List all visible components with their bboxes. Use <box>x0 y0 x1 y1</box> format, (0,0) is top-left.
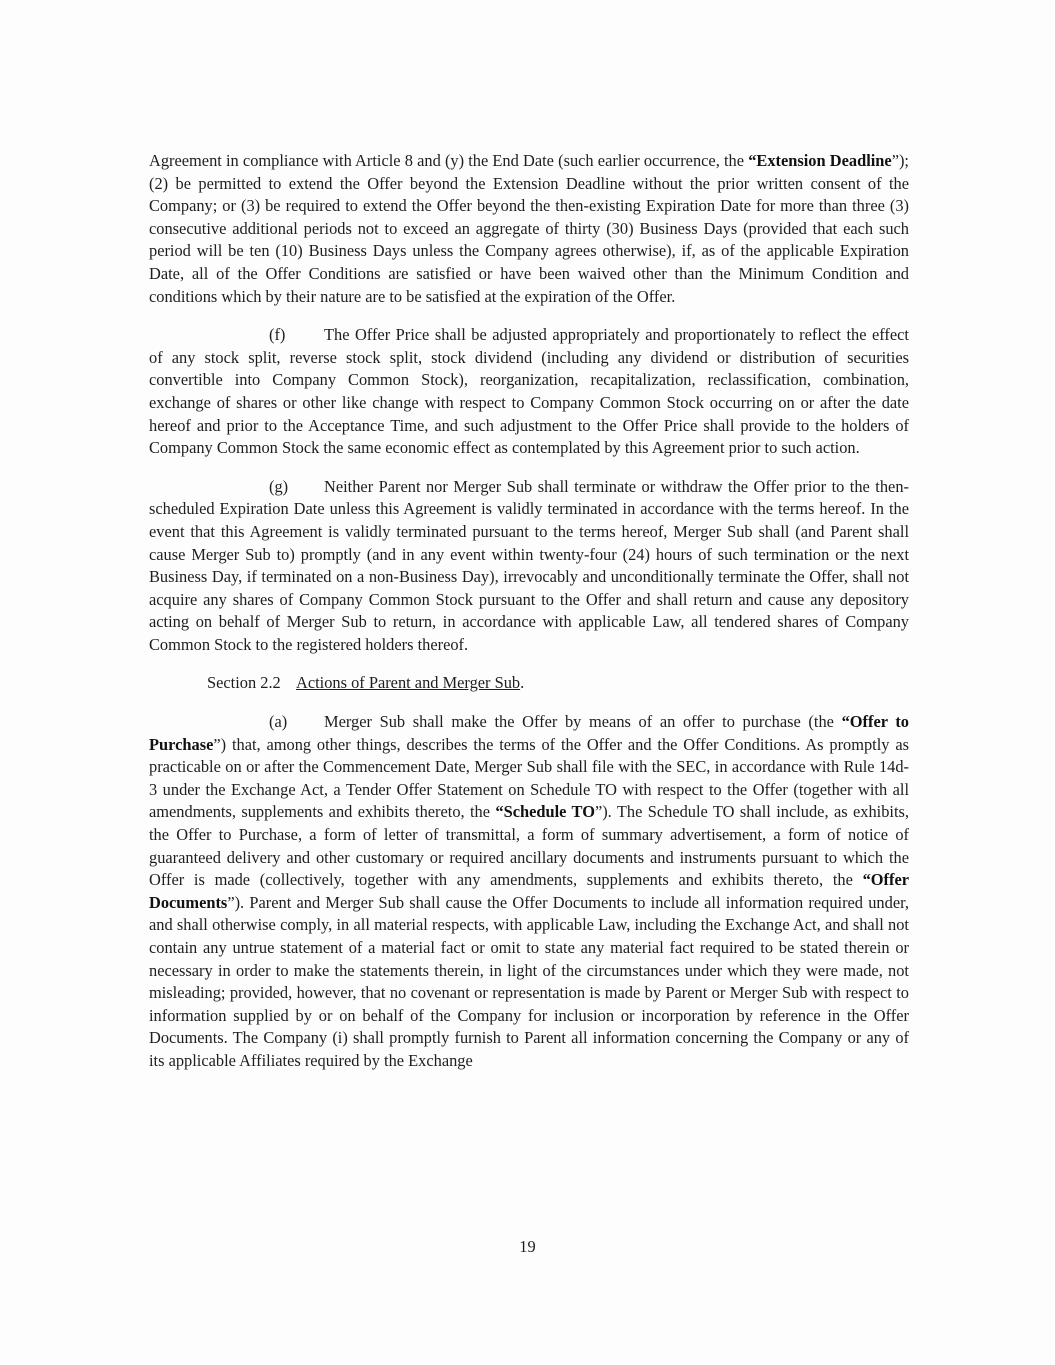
paragraph-marker: (a) <box>269 712 288 732</box>
paragraph-f <box>149 324 909 460</box>
page-number: 19 <box>519 1237 536 1256</box>
paragraph-e-continuation <box>149 150 909 308</box>
defined-term-offer-to-purchase: “Offer to Purchase <box>149 712 909 754</box>
paragraph-text: The Offer Price shall be adjusted appropriately and proportionately to reflect the effect of any stock split, reverse stock split, stock dividend (including any dividend or distribution of securities convertible into Company Common Stock), reorganization, recapitalization, reclassification, combination, exchange of shares or other like change with respect to Company Common Stock occurring on or after the date hereof and prior to the Acceptance Time, and such adjustment to the Offer Price shall provide to the holders of Company Common Stock the same economic effect as contemplated by this Agreement prior to such action. <box>149 325 909 458</box>
paragraph-g <box>149 476 909 657</box>
text-run: Merger Sub shall make the Offer by means of an offer to purchase (the <box>324 712 842 732</box>
text-run: ”). The Schedule TO shall include, as exhibits, the Offer to Purchase, a form of letter of transmittal, a form of summary advertisement, a form of notice of guaranteed delivery and other customary or required ancillary documents and instruments pursuant to which the Offer is made (collectively, together with any amendments, supplements and exhibits thereto, the <box>149 802 909 890</box>
section-title: Actions of Parent and Merger Sub <box>296 673 521 693</box>
defined-term-schedule-to: “Schedule TO <box>495 802 595 822</box>
document-body <box>149 150 909 1089</box>
paragraph-text: Neither Parent nor Merger Sub shall terminate or withdraw the Offer prior to the then-scheduled Expiration Date unless this Agreement is validly terminated in accordance with the terms hereof. In the event that this Agreement is validly terminated pursuant to the terms hereof, Merger Sub shall (and Parent shall cause Merger Sub to) promptly (and in any event within twenty-four (24) hours of such termination or the next Business Day, if terminated on a non-Business Day), irrevocably and unconditionally terminate the Offer, shall not acquire any shares of Company Common Stock pursuant to the Offer and shall return and cause any depository acting on behalf of Merger Sub to return, in accordance with applicable Law, all tendered shares of Company Common Stock to the registered holders thereof. <box>149 476 909 654</box>
defined-term-extension-deadline: “Extension Deadline <box>748 151 892 170</box>
text-run: ”); (2) be permitted to extend the Offer beyond the Extension Deadline without the prior written consent of the Company; or (3) be required to extend the Offer beyond the then-existing Expiration Date for more than three (3) consecutive additional periods not to exceed an aggregate of thirty (30) Business Days (provided that each such period will be ten (10) Business Days unless the Company agrees otherwise), if, as of the applicable Expiration Date, all of the Offer Conditions are satisfied or have been waived other than the Minimum Condition and conditions which by their nature are to be satisfied at the expiration of the Offer. <box>149 151 909 306</box>
text-run: Agreement in compliance with Article 8 and (y) the End Date (such earlier occurrence, the <box>149 151 749 170</box>
section-title-period: . <box>520 673 525 693</box>
paragraph-marker: (g) <box>269 476 289 496</box>
defined-term-offer-documents: “Offer Documents <box>149 870 909 912</box>
paragraph-a <box>149 711 909 1073</box>
paragraph-marker: (f) <box>269 325 286 345</box>
text-run: ”) that, among other things, describes the terms of the Offer and the Offer Conditions. As promptly as practicable on or after the Commencement Date, Merger Sub shall file with the SEC, in accordance with Rule 14d-3 under the Exchange Act, a Tender Offer Statement on Schedule TO with respect to the Offer (together with all amendments, supplements and exhibits thereto, the <box>149 734 909 822</box>
text-run: ”). Parent and Merger Sub shall cause the Offer Documents to include all information required under, and shall otherwise comply, in all material respects, with applicable Law, including the Exchange Act, and shall not contain any untrue statement of a material fact or omit to state any material fact required to be stated therein or necessary in order to make the statements therein, in light of the circumstances under which they were made, not misleading; provided, however, that no covenant or representation is made by Parent or Merger Sub with respect to information supplied by or on behalf of the Company for inclusion or incorporation by reference in the Offer Documents. The Company (i) shall promptly furnish to Parent all information concerning the Company or any of its applicable Affiliates required by the Exchange <box>149 892 909 1070</box>
section-number: Section 2.2 <box>207 673 281 693</box>
section-heading <box>207 672 909 695</box>
